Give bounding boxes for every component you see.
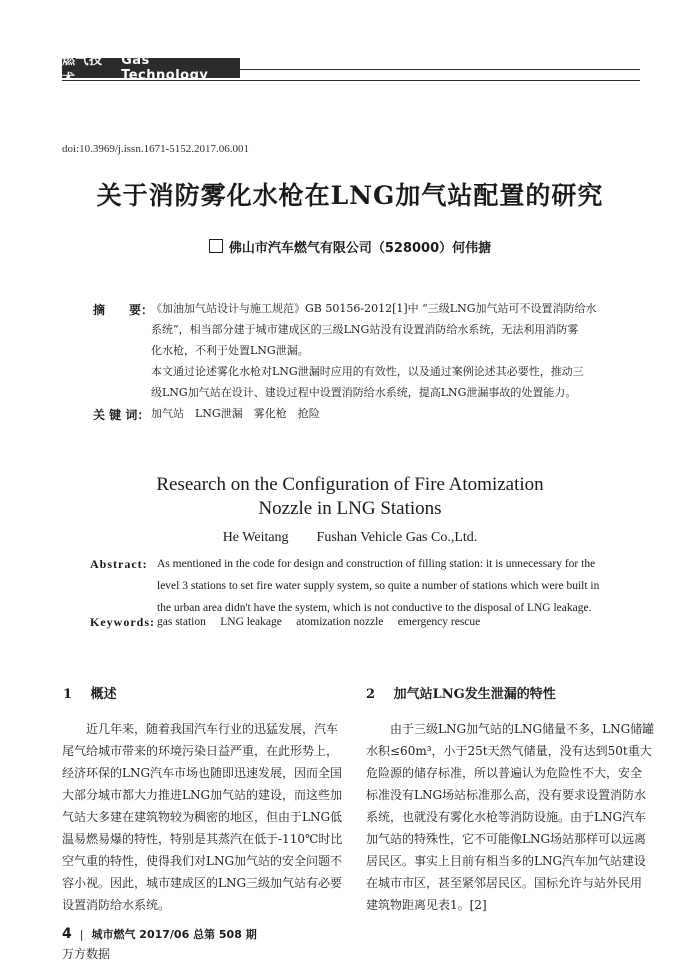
section-1-number: 1 [63, 687, 73, 702]
abstract-cn-label: 摘 要： [93, 303, 154, 317]
abstract-cn-line: 本文通过论述雾化水枪对LNG泄漏时应用的有效性，以及通过案例论述其必要性，推动三 [151, 365, 584, 378]
section-2-title: 加气站LNG发生泄漏的特性 [393, 687, 556, 702]
body-line: 居民区。事实上目前有相当多的LNG汽车加气站建设 [366, 854, 647, 868]
header-rule-lower [62, 80, 640, 81]
section-label-en: Gas Technology [121, 53, 209, 83]
page-title-en [0, 473, 700, 521]
journal-info: 城市燃气 2017/06 总第 508 期 [91, 928, 257, 941]
keywords-cn-label: 关 键 词： [93, 408, 150, 422]
section-1-title: 概述 [90, 687, 117, 702]
keywords-en: gas station LNG leakage atomization nozzle emergency rescue [157, 616, 481, 628]
body-line: 容小视。因此，城市建成区的LNG三级加气站有必要 [62, 876, 343, 890]
author-en: He Weitang Fushan Vehicle Gas Co.,Ltd. [222, 530, 478, 545]
doi: doi:10.3969/j.issn.1671-5152.2017.06.001 [62, 143, 250, 155]
body-line: 加气站的特殊性，它不可能像LNG场站那样可以远离 [366, 832, 647, 846]
abstract-en-line: level 3 stations to set fire water supply system, so quite a number of stations which were built in [157, 580, 600, 592]
header-rule [240, 69, 640, 70]
section-2-heading [366, 683, 556, 702]
section-2-number: 2 [366, 687, 376, 702]
body-line: 经济环保的LNG汽车市场也随即迅速发展，因而全国 [62, 766, 343, 780]
keywords-cn: 加气站 LNG泄漏 雾化枪 抢险 [151, 407, 320, 420]
section-banner [62, 53, 240, 87]
watermark: 万方数据 [62, 947, 111, 961]
keywords-en-label: Keywords: [90, 615, 155, 629]
abstract-cn [151, 298, 597, 403]
abstract-cn-line: 化水枪，不利于处置LNG泄漏。 [151, 344, 309, 357]
body-line: 在城市市区，甚至紧邻居民区。国标允许与站外民用 [366, 876, 643, 890]
abstract-en-line: the urban area didn't have the system, which is not conductive to the disposal of LNG leakage. [157, 602, 592, 614]
body-line: 大部分城市都大力推进LNG加气站的建设，而这些加 [62, 788, 343, 802]
section-1-heading [63, 683, 117, 702]
section-2-body [366, 718, 654, 916]
abstract-en [157, 553, 599, 619]
body-line: 水积≤60m³，小于25t天然气储量，没有达到50t重大 [366, 744, 652, 758]
body-line: 温易燃易爆的特性，特别是其蒸汽在低于-110℃时比 [62, 832, 343, 846]
abstract-cn-line: 系统”，相当部分建于城市建成区的三级LNG站没有设置消防给水系统，无法利用消防雾 [151, 323, 579, 336]
author-cn [0, 237, 700, 256]
footer-separator: | [79, 928, 84, 941]
body-line: 近几年来，随着我国汽车行业的迅猛发展，汽车 [62, 722, 339, 736]
body-line: 设置消防给水系统。 [62, 898, 171, 912]
body-line: 系统，也就没有雾化水枪等消防设施。由于LNG汽车 [366, 810, 647, 824]
body-line: 尾气给城市带来的环境污染日益严重，在此形势上， [62, 744, 339, 758]
abstract-cn-line: 《加油加气站设计与施工规范》GB 50156-2012[1]中 “三级LNG加气站可不设置消防给水 [151, 302, 597, 315]
abstract-en-label: Abstract: [90, 557, 148, 571]
body-line: 建筑物距离见表1。[2] [366, 898, 487, 912]
body-line: 标准没有LNG场站标准那么高，没有要求设置消防水 [366, 788, 647, 802]
body-line: 危险源的储存标准，所以普遍认为危险性不大，安全 [366, 766, 643, 780]
abstract-en-line: As mentioned in the code for design and construction of filling station: it is unnecessary for the [157, 558, 596, 570]
abstract-cn-line: 级LNG加气站在设计、建设过程中设置消防给水系统，提高LNG泄漏事故的处置能力。 [151, 386, 577, 399]
body-line: 由于三级LNG加气站的LNG储量不多，LNG储罐 [366, 722, 655, 736]
section-label-cn: 燃气技术 [62, 53, 103, 87]
title-en-line: Nozzle in LNG Stations [258, 498, 442, 519]
section-1-body [62, 718, 342, 916]
body-line: 空气重的特性，使得我们对LNG加气站的安全问题不 [62, 854, 343, 868]
page-title-cn: 关于消防雾化水枪在LNG加气站配置的研究 [96, 181, 604, 210]
checkbox-square-icon [209, 239, 223, 253]
title-en-line: Research on the Configuration of Fire Atomization [156, 474, 544, 495]
page-number: 4 [62, 926, 72, 942]
body-line: 气站大多建在建筑物较为稠密的地区，但由于LNG低 [62, 810, 343, 824]
author-cn-text: 佛山市汽车燃气有限公司（528000）何伟搪 [228, 241, 492, 256]
page-footer [62, 926, 257, 942]
